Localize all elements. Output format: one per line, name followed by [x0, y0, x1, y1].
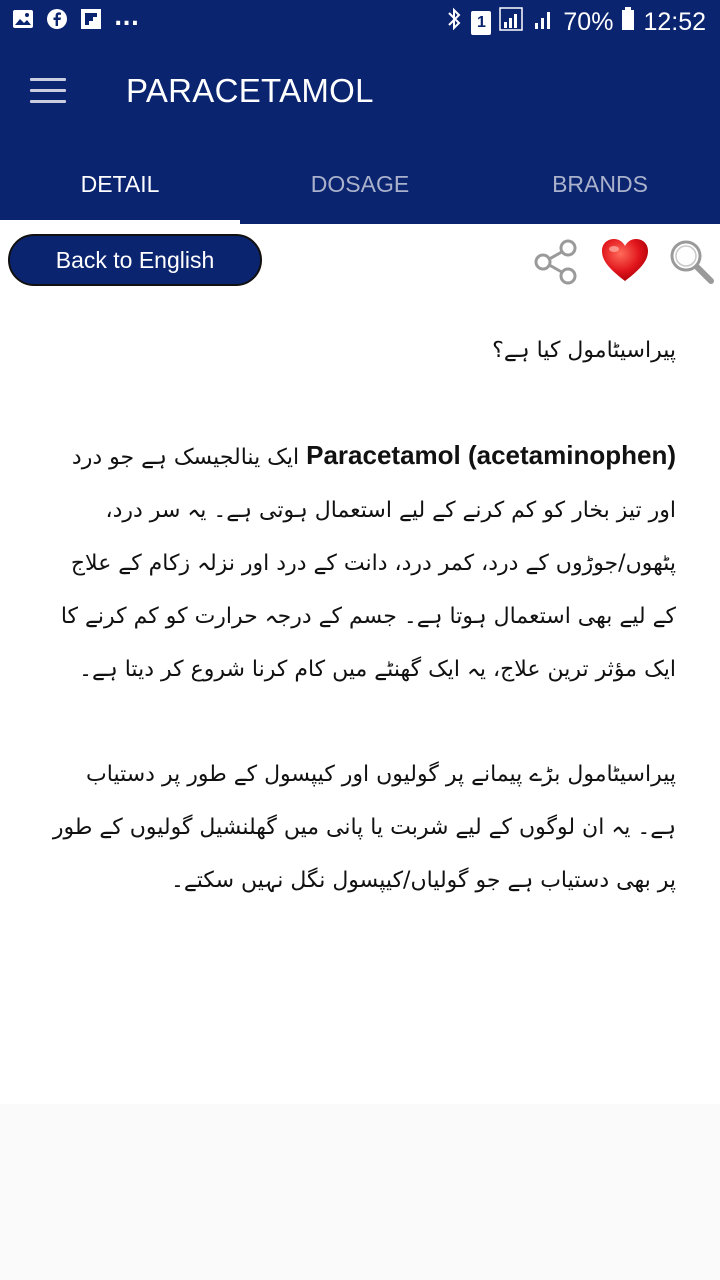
description-heading: پیراسیٹامول کیا ہے؟	[492, 338, 676, 363]
notification-icons	[12, 8, 139, 30]
battery-icon	[621, 6, 635, 39]
detail-content	[0, 224, 720, 1104]
hamburger-menu-icon[interactable]	[30, 78, 66, 108]
signal-strength-icon	[533, 6, 555, 39]
facebook-icon	[46, 8, 68, 30]
back-to-english-button[interactable]: Back to English	[8, 234, 262, 286]
tab-brands[interactable]: BRANDS	[552, 170, 648, 197]
more-notifications-indicator: ...	[114, 6, 140, 31]
favorite-heart-icon[interactable]	[600, 236, 650, 286]
sim-icon: 1	[471, 11, 491, 35]
tab-bar	[0, 144, 720, 224]
search-icon[interactable]	[666, 236, 716, 286]
drug-description	[52, 324, 676, 907]
image-icon	[12, 8, 34, 30]
battery-percent: 70%	[563, 8, 614, 36]
description-paragraph-2: پیراسیٹامول بڑے پیمانے پر گولیوں اور کیپسول کے طور پر دستیاب ہے۔ یہ ان لوگوں کے لیے شربت یا پانی میں گھلنشیل گولیوں کے طور پر بھی دستیاب ہے جو گولیاں/کیپسول نگل نہیں سکتے۔	[52, 762, 676, 893]
signal-icon	[499, 6, 525, 39]
system-indicators	[445, 6, 706, 39]
paragraph-1-text: ایک ینالجیسک ہے جو درد اور تیز بخار کو کم کرنے کے لیے استعمال ہوتی ہے۔ یہ سر درد، پٹھوں/جوڑوں کے درد، کمر درد، دانت کے درد اور نزلہ زکام کے علاج کے لیے بھی استعمال ہوتا ہے۔ جسم کے درجہ حرارت کو کم کرنے کا ایک مؤثر ترین علاج، یہ ایک گھنٹے میں کام کرنا شروع کر دیتا ہے۔	[60, 445, 676, 682]
share-icon[interactable]	[532, 238, 580, 286]
flipboard-icon	[80, 8, 102, 30]
bluetooth-icon	[445, 6, 463, 39]
clock: 12:52	[643, 8, 706, 36]
app-bar	[0, 44, 720, 144]
drug-name-latin: Paracetamol (acetaminophen)	[306, 440, 676, 470]
tab-dosage[interactable]: DOSAGE	[310, 170, 410, 197]
page-title: PARACETAMOL	[126, 72, 374, 109]
description-paragraph-1	[52, 429, 676, 696]
status-bar	[0, 0, 720, 44]
tab-detail[interactable]: DETAIL	[0, 144, 240, 224]
